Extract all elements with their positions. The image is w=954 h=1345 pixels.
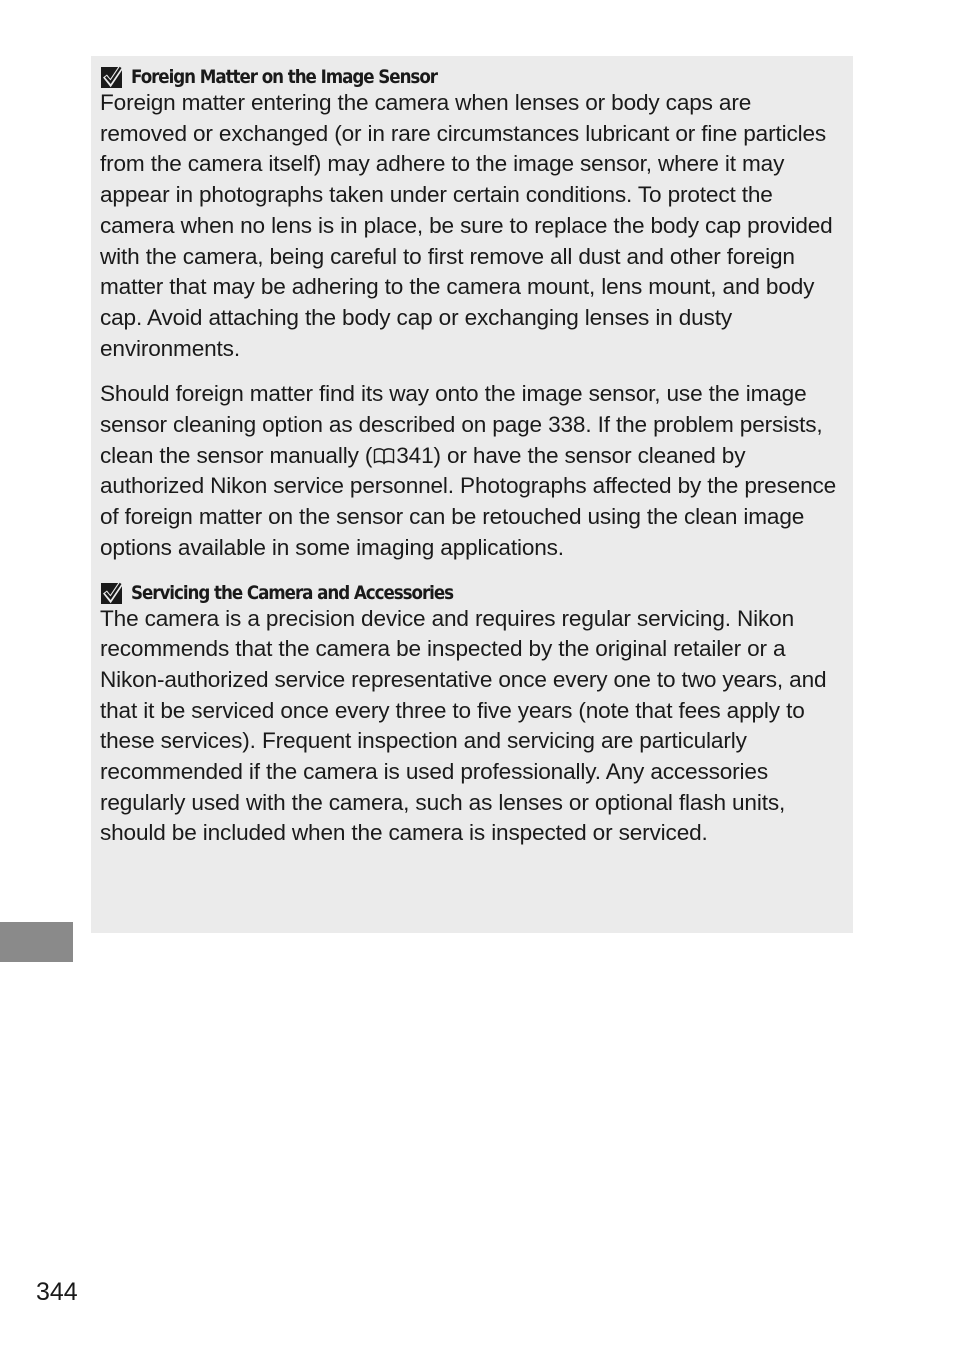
heading-text: Foreign Matter on the Image Sensor xyxy=(131,66,437,88)
paragraph: Foreign matter entering the camera when lenses or body caps are removed or exchanged (or in rare circumstances lubricant or fine particles from the camera itself) may adhere to the image sensor, where it may appear in photographs taken under certain conditions. To protect the camera when no lens is in place, be sure to replace the body cap provided with the camera, being careful to first remove all dust and other foreign matter that may be adhering to the camera mount, lens mount, and body cap. Avoid attaching the body cap or exchanging lenses in dusty environments. xyxy=(100,90,833,361)
paragraph-text: ) or have the sensor cleaned by authorized Nikon service personnel. Photographs affected by the presence of foreign matter on the sensor can be retouched using the clean image options available in some imaging applications. xyxy=(100,442,837,560)
note-servicing xyxy=(100,580,841,850)
book-icon xyxy=(373,447,395,465)
check-box-icon xyxy=(100,581,124,605)
note-heading-servicing xyxy=(100,580,841,606)
section-tab-marker xyxy=(0,922,73,962)
page-number: 344 xyxy=(36,1278,78,1306)
check-box-icon xyxy=(100,65,124,89)
note-box xyxy=(91,56,853,933)
paragraph-text: Should foreign matter find its way onto the image sensor, use the image sensor cleaning option as described on page 338. If the problem persists, clean the sensor manually ( xyxy=(100,381,823,468)
heading-text: Servicing the Camera and Accessories xyxy=(131,581,454,604)
paragraph-with-reference xyxy=(100,379,841,563)
paragraph: The camera is a precision device and requires regular servicing. Nikon recommends that the camera be inspected by the original retailer or a Nikon-authorized service representative once every one to two years, and that it be serviced once every three to five years (note that fees apply to these services). Frequent inspection and servicing are particularly recommended if the camera is used professionally. Any accessories regularly used with the camera, such as lenses or optional flash units, should be included when the camera is inspected or serviced. xyxy=(100,605,827,846)
page-reference-link[interactable]: 341 xyxy=(396,442,434,468)
note-foreign-matter xyxy=(100,64,841,564)
note-heading-foreign-matter xyxy=(100,64,841,90)
